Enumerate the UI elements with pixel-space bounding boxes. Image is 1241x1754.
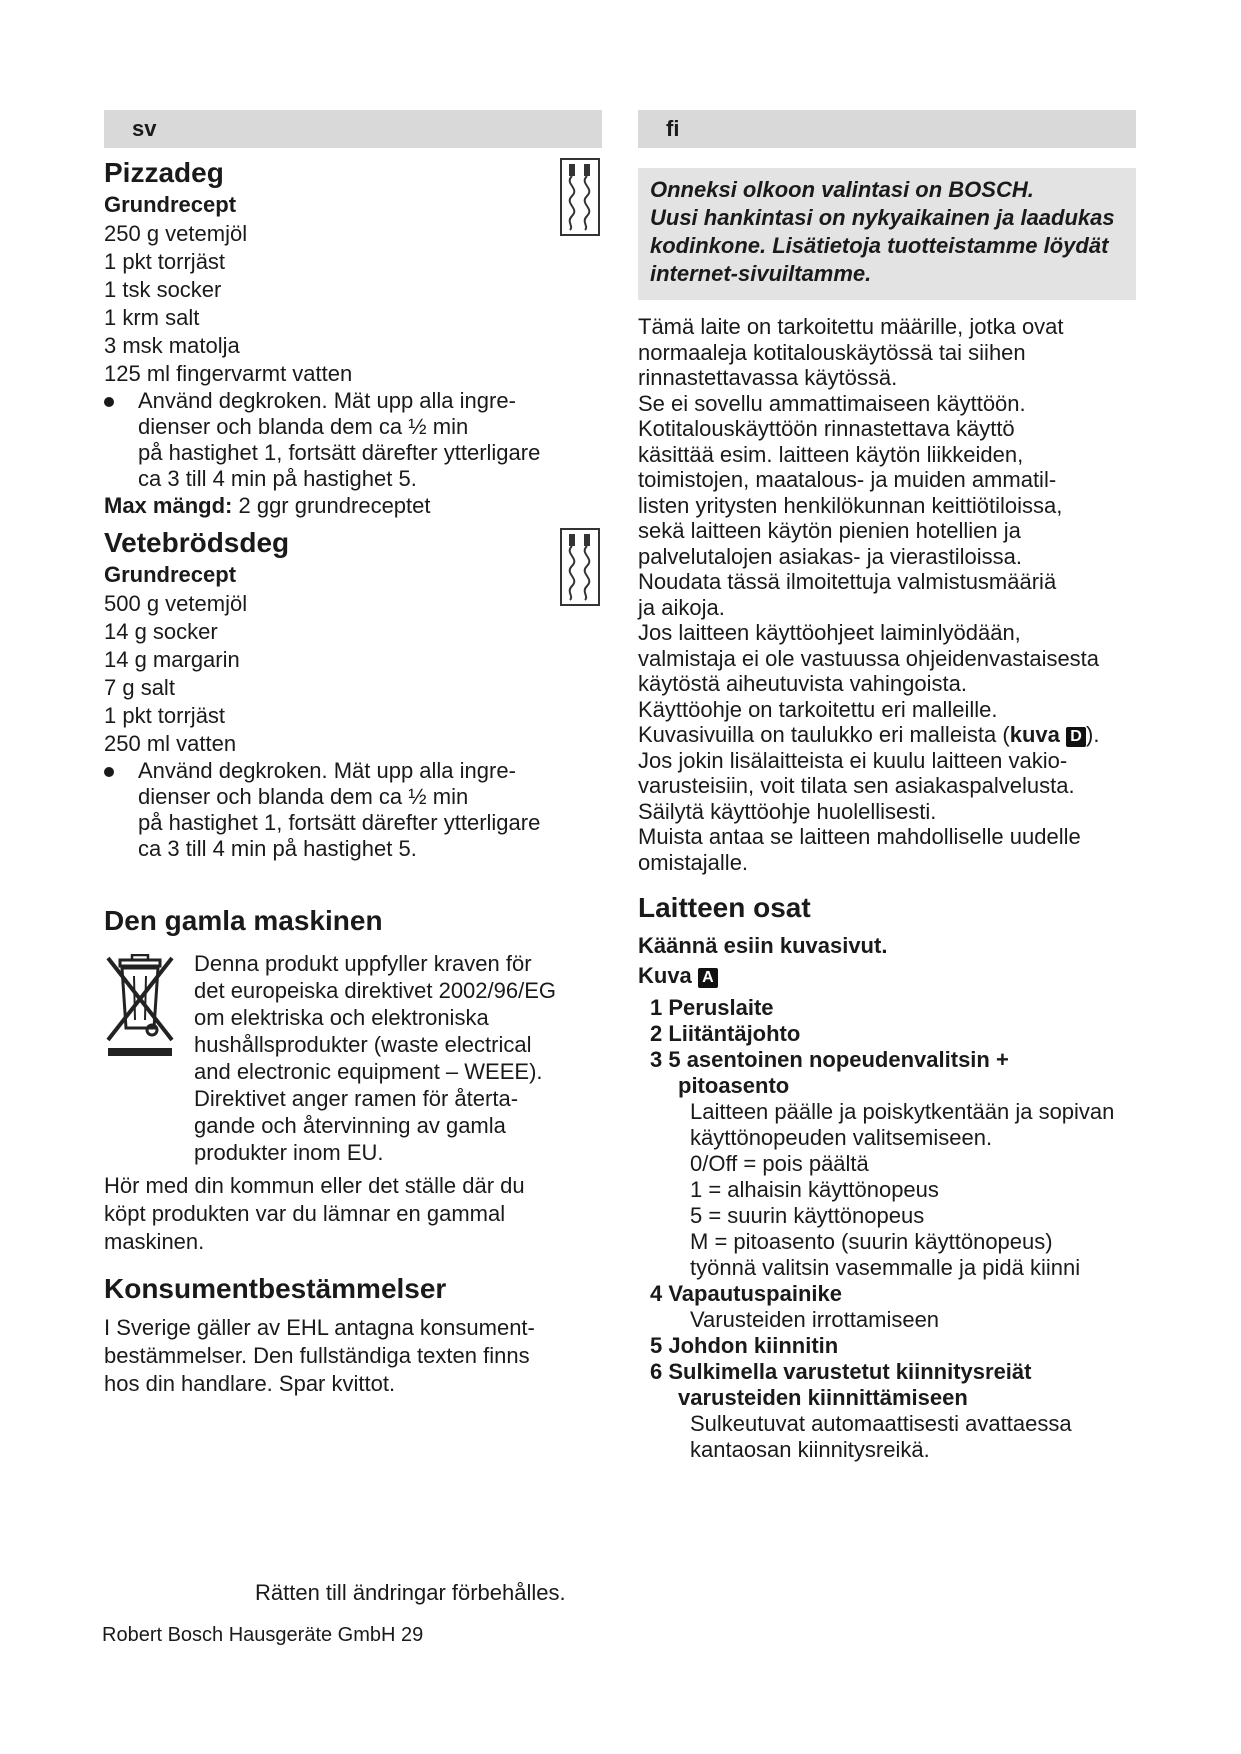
weee-text-line: Direktivet anger ramen för återta- xyxy=(194,1086,519,1111)
pizza-recipe xyxy=(104,156,602,520)
intro-line: ja aikoja. xyxy=(638,594,725,620)
part-desc: 0/Off = pois päältä xyxy=(690,1151,869,1176)
part-title: 4 Vapautuspainike xyxy=(650,1281,842,1306)
intro-line: Jos jokin lisälaitteista ei kuulu laitteen vakio- xyxy=(638,747,1068,773)
ingredient: 14 g socker xyxy=(104,619,218,644)
weee-text-line: det europeiska direktivet 2002/96/EG xyxy=(194,978,557,1003)
kuva-line-end: ). xyxy=(1086,722,1100,747)
weee-text-line: and electronic equipment – WEEE). xyxy=(194,1059,543,1084)
parts-section xyxy=(638,891,1136,1463)
part-item xyxy=(638,1281,1136,1333)
weee-block xyxy=(104,950,602,1166)
usage-intro xyxy=(638,314,1136,875)
language-bar-fi xyxy=(638,110,1136,148)
ingredient: 1 tsk socker xyxy=(104,277,222,302)
intro-line: Jos laitteen käyttöohjeet laiminlyödään, xyxy=(638,620,1021,645)
instruction-line: ca 3 till 4 min på hastighet 5. xyxy=(138,836,417,861)
part-item xyxy=(638,1333,1136,1359)
page-footer: Robert Bosch Hausgeräte GmbH 29 xyxy=(102,1624,424,1646)
intro-line: käytöstä aiheutuvista vahingoista. xyxy=(638,671,967,696)
vete-title: Vetebrödsdeg xyxy=(104,527,290,558)
disposal-line: maskinen. xyxy=(104,1229,205,1254)
part-title: pitoasento xyxy=(678,1073,790,1098)
weee-text-line: produkter inom EU. xyxy=(194,1140,384,1165)
part-desc: Laitteen päälle ja poiskytkentään ja sopivan xyxy=(690,1099,1115,1124)
finnish-column xyxy=(638,110,1136,1463)
bullet-dot-icon xyxy=(104,767,114,777)
max-amount-value: 2 ggr grundreceptet xyxy=(238,493,431,518)
vete-subtitle: Grundrecept xyxy=(104,562,237,587)
vete-recipe xyxy=(104,526,602,862)
intro-line: Noudata tässä ilmoitettuja valmistusmääriä xyxy=(638,569,1057,594)
weee-text-line: Denna produkt uppfyller kraven för xyxy=(194,951,532,976)
ingredient: 14 g margarin xyxy=(104,647,240,672)
dough-hook-icon xyxy=(560,158,600,236)
part-title: 6 Sulkimella varustetut kiinnitysreiät xyxy=(650,1359,1032,1384)
intro-line: Säilytä käyttöohje huolellisesti. xyxy=(638,798,937,824)
welcome-line: Uusi hankintasi on nykyaikainen ja laadukas xyxy=(650,205,1115,230)
pizza-title: Pizzadeg xyxy=(104,157,224,188)
max-amount-label: Max mängd: xyxy=(104,493,233,518)
part-desc: käyttönopeuden valitsemiseen. xyxy=(690,1125,993,1150)
weee-crossed-bin-icon xyxy=(104,954,176,1058)
parts-title: Laitteen osat xyxy=(638,892,811,923)
parts-turn-note: Käännä esiin kuvasivut. xyxy=(638,933,888,958)
figure-a-label xyxy=(638,961,1136,991)
pizza-subtitle: Grundrecept xyxy=(104,192,237,217)
welcome-line: kodinkone. Lisätietoja tuotteistamme löydät xyxy=(650,233,1109,258)
intro-line: Muista antaa se laitteen mahdolliselle uudelle xyxy=(638,824,1081,849)
swedish-column xyxy=(104,110,602,1398)
part-title: varusteiden kiinnittämiseen xyxy=(678,1385,968,1410)
disposal-line: Hör med din kommun eller det ställe där du xyxy=(104,1173,525,1198)
instruction-line: ca 3 till 4 min på hastighet 5. xyxy=(138,466,417,491)
consumer-title: Konsumentbestämmelser xyxy=(104,1273,447,1304)
weee-text-line: hushållsprodukter (waste electrical xyxy=(194,1032,532,1057)
part-item xyxy=(638,1359,1136,1463)
part-desc: työnnä valitsin vasemmalle ja pidä kiinni xyxy=(690,1255,1081,1280)
intro-line: sekä laitteen käytön pienien hotellien ja xyxy=(638,518,1021,543)
kuva-word: kuva xyxy=(1009,722,1060,747)
instruction-line: dienser och blanda dem ca ½ min xyxy=(138,414,469,439)
consumer-line: hos din handlare. Spar kvittot. xyxy=(104,1371,396,1396)
ingredient: 500 g vetemjöl xyxy=(104,591,248,616)
instruction-line: Använd degkroken. Mät upp alla ingre- xyxy=(138,388,516,413)
ingredient: 125 ml fingervarmt vatten xyxy=(104,361,353,386)
kuva-label: Kuva xyxy=(638,963,692,988)
part-title: 3 5 asentoinen nopeudenvalitsin + xyxy=(650,1047,1009,1072)
part-title: 2 Liitäntäjohto xyxy=(650,1021,801,1046)
intro-line: omistajalle. xyxy=(638,849,749,875)
intro-line: Kotitalouskäyttöön rinnastettava käyttö xyxy=(638,416,1015,441)
old-machine-title: Den gamla maskinen xyxy=(104,905,383,936)
ingredient: 3 msk matolja xyxy=(104,333,240,358)
intro-line: valmistaja ei ole vastuussa ohjeidenvastaisesta xyxy=(638,645,1100,671)
part-desc: Varusteiden irrottamiseen xyxy=(690,1307,940,1332)
figure-a-badge: A xyxy=(698,968,718,988)
part-title: 1 Peruslaite xyxy=(650,995,774,1020)
language-bar-sv xyxy=(104,110,602,148)
part-item xyxy=(638,1021,1136,1047)
ingredient: 250 ml vatten xyxy=(104,731,237,756)
max-amount xyxy=(104,492,602,520)
disposal-note xyxy=(104,1172,602,1256)
welcome-line: Onneksi olkoon valintasi on BOSCH. xyxy=(650,177,1034,202)
instruction-line: dienser och blanda dem ca ½ min xyxy=(138,784,469,809)
intro-line: palvelutalojen asiakas- ja vierastiloissa. xyxy=(638,543,1022,569)
language-code: sv xyxy=(132,116,157,141)
instruction-line: på hastighet 1, fortsätt därefter ytterligare xyxy=(138,810,541,835)
intro-line: toimistojen, maatalous- ja muiden ammatil- xyxy=(638,467,1057,492)
part-desc: Sulkeutuvat automaattisesti avattaessa xyxy=(690,1411,1072,1436)
old-machine-section xyxy=(104,904,602,1256)
instruction-bullet xyxy=(104,758,602,862)
intro-line: normaaleja kotitalouskäytössä tai siihen xyxy=(638,339,1026,365)
consumer-line: bestämmelser. Den fullständiga texten finns xyxy=(104,1343,530,1368)
ingredient: 1 pkt torrjäst xyxy=(104,703,226,728)
welcome-line: internet-sivuiltamme. xyxy=(650,261,872,286)
instruction-line: på hastighet 1, fortsätt därefter ytterligare xyxy=(138,440,541,465)
intro-line: käsittää esim. laitteen käytön liikkeiden, xyxy=(638,441,1024,467)
ingredient: 7 g salt xyxy=(104,675,175,700)
intro-line: Tämä laite on tarkoitettu määrille, jotka ovat xyxy=(638,314,1064,339)
instruction-line: Använd degkroken. Mät upp alla ingre- xyxy=(138,758,516,783)
intro-line: Käyttöohje on tarkoitettu eri malleille. xyxy=(638,696,998,722)
ingredient: 1 krm salt xyxy=(104,305,200,330)
part-desc: kantaosan kiinnitysreikä. xyxy=(690,1437,930,1462)
intro-line: varusteisiin, voit tilata sen asiakaspalvelusta. xyxy=(638,773,1075,798)
part-item xyxy=(638,1047,1136,1281)
part-desc: 1 = alhaisin käyttönopeus xyxy=(690,1177,939,1202)
dough-hook-icon xyxy=(560,528,600,606)
intro-line: rinnastettavassa käytössä. xyxy=(638,365,898,390)
part-title: 5 Johdon kiinnitin xyxy=(650,1333,839,1358)
intro-line: Se ei sovellu ammattimaiseen käyttöön. xyxy=(638,390,1026,416)
consumer-section xyxy=(104,1272,602,1398)
consumer-line: I Sverige gäller av EHL antagna konsument- xyxy=(104,1315,535,1340)
part-item xyxy=(638,995,1136,1021)
part-desc: M = pitoasento (suurin käyttönopeus) xyxy=(690,1229,1053,1254)
changes-reserved-note: Rätten till ändringar förbehålles. xyxy=(255,1580,566,1605)
weee-text-line: om elektriska och elektroniska xyxy=(194,1005,489,1030)
kuva-line-text: Kuvasivuilla on taulukko eri malleista ( xyxy=(638,722,1010,747)
part-desc: 5 = suurin käyttönopeus xyxy=(690,1203,925,1228)
bullet-dot-icon xyxy=(104,397,114,407)
weee-text-line: gande och återvinning av gamla xyxy=(194,1113,506,1138)
language-code: fi xyxy=(666,116,680,141)
kuva-reference-line xyxy=(638,722,1136,748)
bosch-welcome-box xyxy=(638,168,1136,300)
disposal-line: köpt produkten var du lämnar en gammal xyxy=(104,1201,506,1226)
instruction-bullet xyxy=(104,388,602,492)
ingredient: 1 pkt torrjäst xyxy=(104,249,226,274)
ingredient: 250 g vetemjöl xyxy=(104,221,248,246)
figure-d-badge: D xyxy=(1066,727,1086,747)
intro-line: listen yritysten henkilökunnan keittiötiloissa, xyxy=(638,492,1063,518)
